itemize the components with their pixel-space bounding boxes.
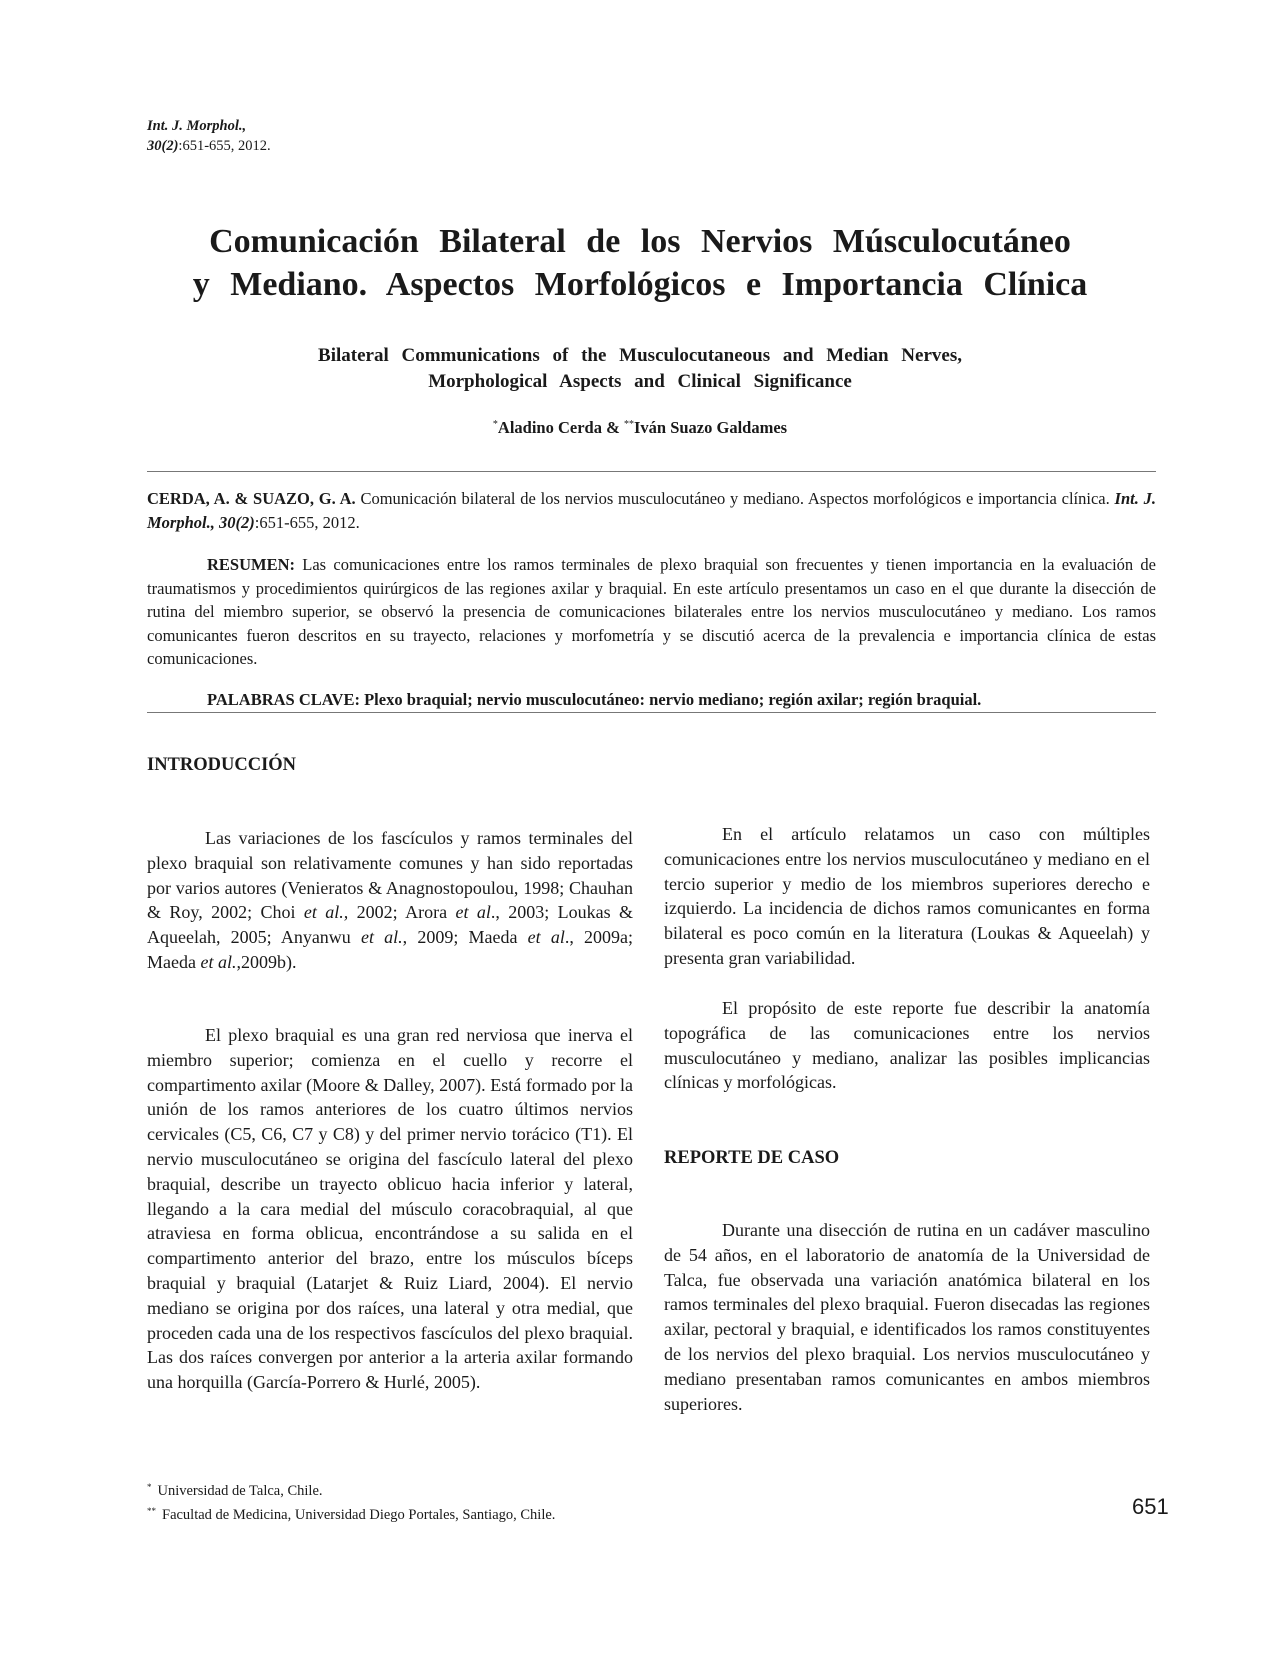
intro-p1-text-i: ., 2009a; Maeda [147, 927, 633, 972]
journal-reference [147, 116, 271, 156]
case-p1-text: Durante una disección de rutina en un cadáver masculino de 54 años, en el laboratorio de anatomía de la Universidad de Talca, fue observada una variación anatómica bilateral en los ramos terminales del plexo braquial. Fueron disecadas las regiones axilar, pectoral y braquial, e identificados los ramos constituyentes de los nervios del plexo braquial. Los nervios musculocutáneo y mediano presentaban ramos comunicantes en ambos miembros superiores. [664, 1220, 1150, 1414]
intro-paragraph-2 [147, 1023, 633, 1395]
english-title [140, 343, 1140, 395]
introduction-heading: INTRODUCCIÓN [147, 755, 297, 775]
author-list [140, 418, 1140, 438]
article-title [140, 220, 1140, 306]
footnote-2 [147, 1501, 555, 1525]
title-line-2: y Mediano. Aspectos Morfológicos e Importancia Clínica [192, 266, 1088, 303]
author-2: Iván Suazo Galdames [633, 418, 788, 437]
keywords: PALABRAS CLAVE: Plexo braquial; nervio musculocutáneo: nervio mediano; región axilar; región braquial. [207, 690, 982, 709]
subtitle-line-2: Morphological Aspects and Clinical Significance [428, 371, 852, 392]
intro-p3-text: En el artículo relatamos un caso con múltiples comunicaciones entre los nervios musculocutáneo y mediano en el tercio superior y medio de los miembros superiores derecho e izquierdo. La incidencia de dichos ramos comunicantes en forma bilateral es poco común en la literatura (Loukas & Aqueelah) y presenta gran variabilidad. [664, 824, 1150, 968]
footnote-2-mark: ** [147, 1506, 156, 1516]
author-1: Aladino Cerda [497, 418, 602, 437]
title-line-1: Comunicación Bilateral de los Nervios Músculocutáneo [209, 223, 1071, 260]
top-divider [147, 471, 1156, 472]
intro-p2-text: El plexo braquial es una gran red nerviosa que inerva el miembro superior; comienza en el cuello y recorre el compartimento axilar (Moore & Dalley, 2007). Está formado por la unión de los ramos anteriores de los cuatro últimos nervios cervicales (C5, C6, C7 y C8) y del primer nervio torácico (T1). El nervio musculocutáneo se origina del fascículo lateral del plexo braquial, describe un trayecto oblicuo hacia inferior y lateral, llegando a la cara medial del músculo coracobraquial, al que atraviesa en forma oblicua, encontrándose a su salida en el compartimento anterior del brazo, entre los músculos bíceps braquial y braquial (Latarjet & Ruiz Liard, 2004). El nervio mediano se origina por dos raíces, una lateral y otra medial, que proceden cada una de los respectivos fascículos del plexo braquial. Las dos raíces convergen por anterior a la arteria axilar formando una horquilla (García-Porrero & Hurlé, 2005). [147, 1025, 633, 1393]
journal-pages: :651-655, 2012. [178, 138, 271, 154]
footnote-1-text: Universidad de Talca, Chile. [157, 1483, 323, 1499]
footnote-1 [147, 1477, 555, 1501]
subtitle-line-1: Bilateral Communications of the Musculocutaneous and Median Nerves, [318, 345, 962, 366]
abstract-text: Las comunicaciones entre los ramos terminales de plexo braquial son frecuentes y tienen importancia en la evaluación de traumatismos y procedimientos quirúrgicos de las regiones axilar y braquial. En este artículo presentamos un caso en el que durante la disección de rutina del miembro superior, se observó la presencia de comunicaciones bilaterales entre los nervios musculocutáneo y mediano. Los ramos comunicantes fueron descritos en su trayecto, relaciones y morfometría y se discutió acerca de la prevalencia e importancia clínica de estas comunicaciones. [147, 555, 1157, 668]
journal-name: Int. J. Morphol., [147, 118, 247, 134]
intro-paragraph-1 [147, 826, 633, 975]
author-1-mark: * [492, 419, 498, 430]
footnotes [147, 1477, 555, 1525]
abstract [147, 553, 1156, 671]
intro-p1-etal-2: et al [455, 902, 491, 923]
citation-text: Comunicación bilateral de los nervios musculocutáneo y mediano. Aspectos morfológicos e importancia clínica. [360, 489, 1110, 508]
case-report-paragraph [664, 1218, 1150, 1416]
intro-p1-text-k: ,2009b). [236, 951, 297, 972]
case-report-heading: REPORTE DE CASO [664, 1148, 840, 1168]
author-2-mark: ** [623, 419, 634, 430]
intro-p1-etal-5: et al. [200, 951, 237, 972]
bottom-divider [147, 712, 1156, 713]
citation-volume: 30(2) [218, 513, 255, 532]
page-number: 651 [1132, 1494, 1169, 1519]
intro-paragraph-3 [664, 822, 1150, 971]
intro-p1-etal-1: et al., [303, 902, 349, 923]
intro-p1-text-c: 2002; Arora [348, 902, 456, 923]
intro-p1-text-a: Las variaciones de los fascículos y ramos terminales del plexo braquial son relativamente comunes y han sido reportadas por varios autores (Venieratos & Anagnostopoulou, 1998; Chauhan & Roy, 2002; Choi [147, 828, 633, 923]
footnote-2-text: Facultad de Medicina, Universidad Diego Portales, Santiago, Chile. [162, 1507, 556, 1523]
intro-p1-etal-4: et al [527, 927, 565, 948]
journal-volume: 30(2) [147, 138, 179, 154]
citation-block [147, 487, 1156, 535]
citation-authors: CERDA, A. & SUAZO, G. A. [147, 489, 356, 508]
intro-p1-text-g: , 2009; Maeda [402, 927, 528, 948]
abstract-label: RESUMEN: [207, 555, 296, 574]
intro-p1-etal-3: et al. [360, 927, 403, 948]
intro-p4-text: El propósito de este reporte fue describir la anatomía topográfica de las comunicaciones entre los nervios musculocutáneo y mediano, analizar las posibles implicancias clínicas y morfológicas. [664, 998, 1150, 1093]
author-conjunction: & [606, 418, 620, 437]
citation-pages: :651-655, 2012. [254, 513, 360, 532]
intro-p1-text-e: ., 2003; Loukas & Aqueelah, 2005; Anyanwu [147, 902, 633, 948]
citation-journal: Int. J. Morphol., [147, 489, 1157, 532]
footnote-1-mark: * [147, 1482, 152, 1492]
intro-paragraph-4 [664, 996, 1150, 1095]
